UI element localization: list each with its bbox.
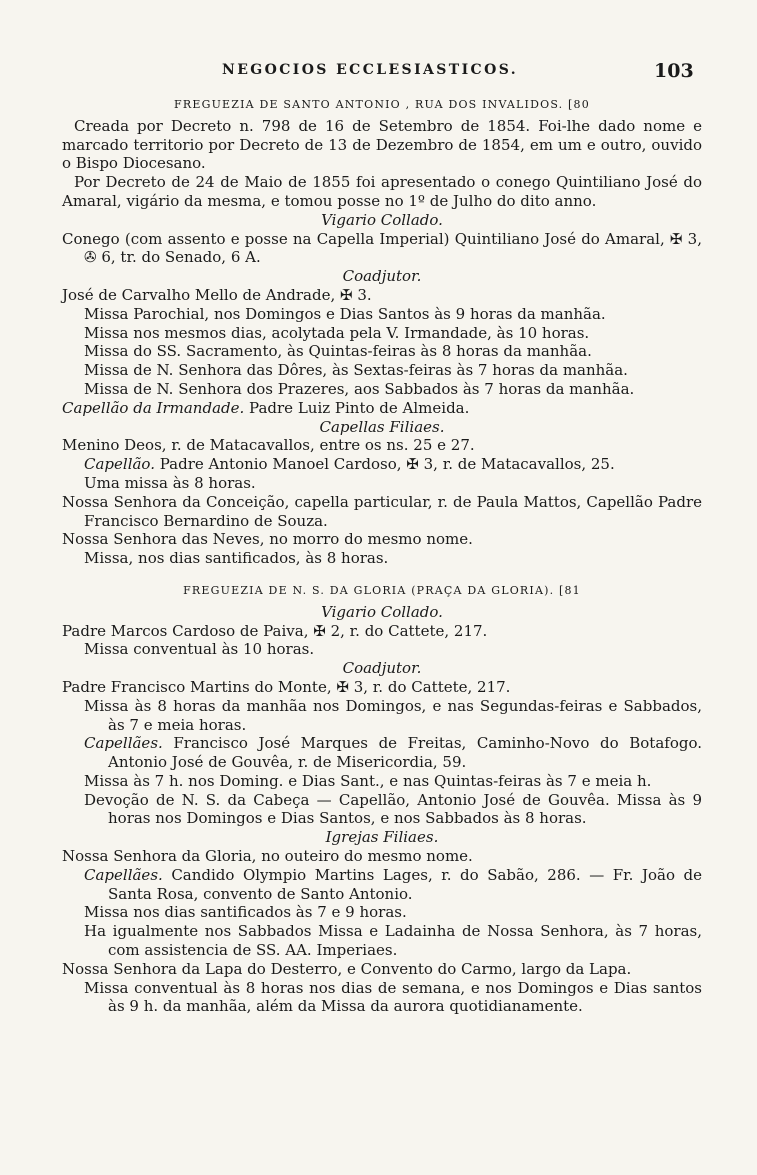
paragraph-decree: Por Decreto de 24 de Maio de 1855 foi apresentado o conego Quintiliano José do Amaral, vigário da mesma, e tomou posse no 1º de Julho do dito anno. bbox=[62, 173, 702, 210]
menino-capellao-label: Capellão. bbox=[84, 455, 155, 474]
page-body bbox=[62, 90, 702, 1016]
church-lapa: Nossa Senhora da Lapa do Desterro, e Convento do Carmo, largo da Lapa. bbox=[62, 959, 632, 978]
missa-line: Missa do SS. Sacramento, às Quintas-feiras às 8 horas da manhãa. bbox=[84, 342, 592, 361]
label-capellas-filiaes: Capellas Filiaes. bbox=[319, 417, 445, 436]
label-vigario-gloria: Vigario Collado. bbox=[321, 602, 443, 621]
devocao-cabeca: Devoção de N. S. da Cabeça — Capellão, Antonio José de Gouvêa. Missa às 9 horas nos Domingos e Dias Santos, e nos Sabbados às 8 horas. bbox=[84, 790, 702, 828]
coadjutor-gloria-entry: Padre Francisco Martins do Monte, ✠ 3, r. do Cattete, 217. bbox=[62, 677, 511, 696]
label-coadjutor: Coadjutor. bbox=[342, 267, 422, 286]
page-header bbox=[0, 56, 757, 86]
label-igrejas-filiaes: Igrejas Filiaes. bbox=[325, 828, 439, 847]
gloria-missa: Missa nos dias santificados às 7 e 9 horas. bbox=[84, 903, 407, 922]
lapa-missa: Missa conventual às 8 horas nos dias de semana, e nos Domingos e Dias santos às 9 h. da manhãa, além da Missa da aurora quotidianamente. bbox=[84, 978, 702, 1016]
page-number: 103 bbox=[654, 60, 694, 82]
capellaes-gloria-names: Francisco José Marques de Freitas, Caminho-Novo do Botafogo. Antonio José de Gouvêa, r. de Misericordia, 59. bbox=[108, 734, 702, 772]
vigario-entry: Conego (com assento e posse na Capella Imperial) Quintiliano José do Amaral, ✠ 3, ✇ 6, tr. do Senado, 6 A. bbox=[62, 229, 702, 267]
gloria-capellaes-names: Candido Olympio Martins Lages, r. do Sabão, 286. — Fr. João de Santa Rosa, convento de Santo Antonio. bbox=[108, 865, 702, 903]
chapel-neves: Nossa Senhora das Neves, no morro do mesmo nome. bbox=[62, 530, 473, 549]
paragraph-creation: Creada por Decreto n. 798 de 16 de Setembro de 1854. Foi-lhe dado nome e marcado territorio por Decreto de 13 de Dezembro de 1854, em um e outro, ouvido o Bispo Diocesano. bbox=[62, 116, 702, 173]
label-coadjutor-gloria: Coadjutor. bbox=[342, 659, 422, 678]
capellao-irmandade bbox=[62, 399, 702, 418]
capellao-irmandade-label: Capellão da Irmandade. bbox=[62, 398, 245, 417]
vigario-gloria-missa: Missa conventual às 10 horas. bbox=[84, 640, 315, 659]
gloria-ladainha: Ha igualmente nos Sabbados Missa e Ladainha de Nossa Senhora, às 7 horas, com assistencia de SS. AA. Imperiaes. bbox=[84, 922, 702, 960]
menino-capellao-name: Padre Antonio Manoel Cardoso, ✠ 3, r. de Matacavallos, 25. bbox=[159, 455, 615, 474]
capellaes-gloria-missa: Missa às 7 h. nos Doming. e Dias Sant., e nas Quintas-feiras às 7 e meia h. bbox=[84, 771, 652, 790]
section-heading-gloria: FREGUEZIA DE N. S. DA GLORIA (PRAÇA DA GLORIA). [81 bbox=[183, 583, 581, 597]
missa-line: Missa de N. Senhora dos Prazeres, aos Sabbados às 7 horas da manhãa. bbox=[84, 379, 635, 398]
coadjutor-gloria-missa: Missa às 8 horas da manhãa nos Domingos, e nas Segundas-feiras e Sabbados, às 7 e meia horas. bbox=[84, 696, 702, 734]
chapel-menino-deos: Menino Deos, r. de Matacavallos, entre os ns. 25 e 27. bbox=[62, 436, 475, 455]
neves-missa: Missa, nos dias santificados, às 8 horas. bbox=[84, 549, 389, 568]
church-gloria-outeiro: Nossa Senhora da Gloria, no outeiro do mesmo nome. bbox=[62, 847, 473, 866]
menino-missa: Uma missa às 8 horas. bbox=[84, 473, 256, 492]
label-vigario: Vigario Collado. bbox=[321, 210, 443, 229]
capellaes-gloria-label: Capellães. bbox=[84, 734, 163, 753]
missa-line: Missa de N. Senhora das Dôres, às Sextas-feiras às 7 horas da manhãa. bbox=[84, 361, 628, 380]
menino-capellao bbox=[62, 455, 702, 474]
coadjutor-entry: José de Carvalho Mello de Andrade, ✠ 3. bbox=[62, 285, 372, 304]
capellao-irmandade-name: Padre Luiz Pinto de Almeida. bbox=[249, 398, 470, 417]
running-title: NEGOCIOS ECCLESIASTICOS. bbox=[222, 62, 518, 78]
gloria-capellaes-label: Capellães. bbox=[84, 865, 163, 884]
missa-line: Missa nos mesmos dias, acolytada pela V. Irmandade, às 10 horas. bbox=[84, 323, 590, 342]
capellaes-gloria bbox=[62, 734, 702, 772]
missa-line: Missa Parochial, nos Domingos e Dias Santos às 9 horas da manhãa. bbox=[84, 304, 606, 323]
chapel-conceicao: Nossa Senhora da Conceição, capella particular, r. de Paula Mattos, Capellão Padre Francisco Bernardino de Souza. bbox=[62, 492, 702, 530]
gloria-capellaes bbox=[62, 866, 702, 904]
vigario-gloria-entry: Padre Marcos Cardoso de Paiva, ✠ 2, r. do Cattete, 217. bbox=[62, 621, 488, 640]
section-heading-santo-antonio: FREGUEZIA DE SANTO ANTONIO , RUA DOS INVALIDOS. [80 bbox=[174, 98, 590, 111]
